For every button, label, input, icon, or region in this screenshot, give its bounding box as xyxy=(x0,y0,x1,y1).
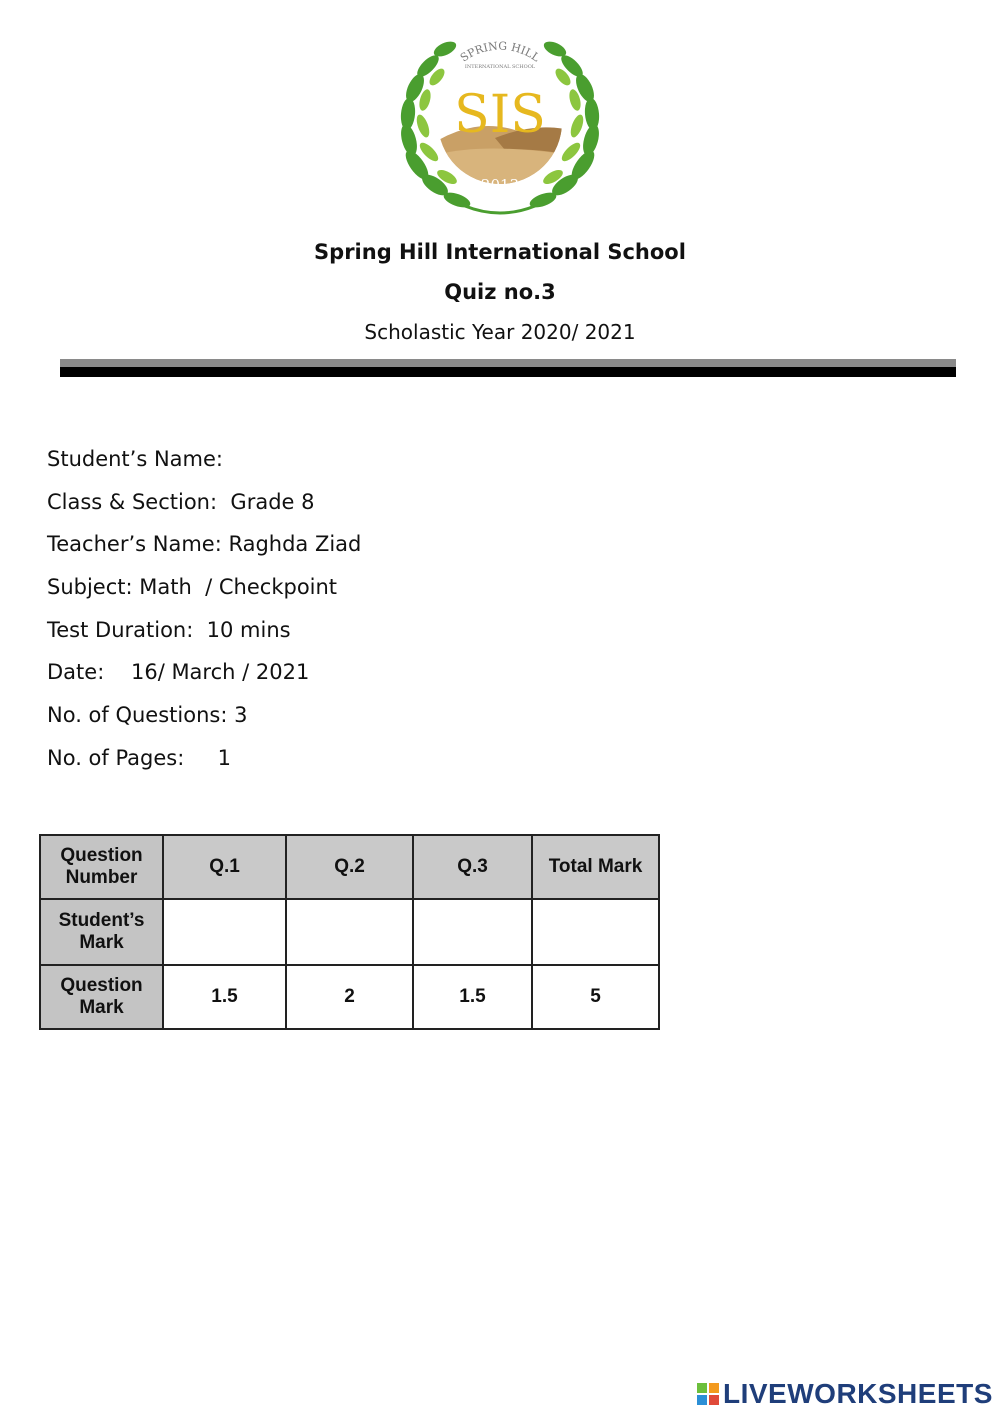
liveworksheets-logo-icon xyxy=(697,1383,719,1405)
svg-text:SIS: SIS xyxy=(454,85,546,145)
row-header-students-mark: Student’s Mark xyxy=(40,899,163,965)
test-duration-field: Test Duration: 10 mins xyxy=(47,617,291,642)
class-section-field: Class & Section: Grade 8 xyxy=(47,489,315,514)
question-mark-q2: 2 xyxy=(286,965,413,1029)
watermark-text: LIVEWORKSHEETS xyxy=(723,1378,993,1409)
column-header-q2: Q.2 xyxy=(286,835,413,899)
student-name-field: Student’s Name: xyxy=(47,447,223,471)
row-header-question-number: Question Number xyxy=(40,835,163,899)
column-header-q3: Q.3 xyxy=(413,835,532,899)
question-mark-total: 5 xyxy=(532,965,659,1029)
column-header-q1: Q.1 xyxy=(163,835,286,899)
svg-text:INTERNATIONAL SCHOOL: INTERNATIONAL SCHOOL xyxy=(464,64,536,70)
school-logo xyxy=(395,30,605,220)
school-name: Spring Hill International School xyxy=(314,240,686,264)
student-info-block xyxy=(47,438,361,780)
table-row-question-number xyxy=(40,835,659,899)
date-field: Date: 16/ March / 2021 xyxy=(47,660,310,685)
no-of-questions-field: No. of Questions: 3 xyxy=(47,703,248,728)
row-header-question-mark: Question Mark xyxy=(40,965,163,1029)
question-mark-q1: 1.5 xyxy=(163,965,286,1029)
table-row-students-mark xyxy=(40,899,659,965)
svg-text:2013: 2013 xyxy=(480,176,520,194)
students-mark-total-cell[interactable] xyxy=(532,899,659,965)
laurel-emblem-icon xyxy=(395,30,605,220)
students-mark-q2-cell[interactable] xyxy=(286,899,413,965)
students-mark-q3-cell[interactable] xyxy=(413,899,532,965)
no-of-pages-field: No. of Pages: 1 xyxy=(47,745,232,770)
subject-field: Subject: Math / Checkpoint xyxy=(47,575,338,600)
students-mark-q1-cell[interactable] xyxy=(163,899,286,965)
table-row-question-mark xyxy=(40,965,659,1029)
header-divider-black xyxy=(60,367,956,377)
question-mark-q3: 1.5 xyxy=(413,965,532,1029)
quiz-title: Quiz no.3 xyxy=(444,280,556,304)
marks-table xyxy=(39,834,660,1030)
svg-text:SPRING HILL: SPRING HILL xyxy=(457,39,543,65)
scholastic-year: Scholastic Year 2020/ 2021 xyxy=(364,320,636,344)
teacher-name-field: Teacher’s Name: Raghda Ziad xyxy=(47,532,362,557)
header-divider-grey xyxy=(60,359,956,367)
column-header-total-mark: Total Mark xyxy=(532,835,659,899)
